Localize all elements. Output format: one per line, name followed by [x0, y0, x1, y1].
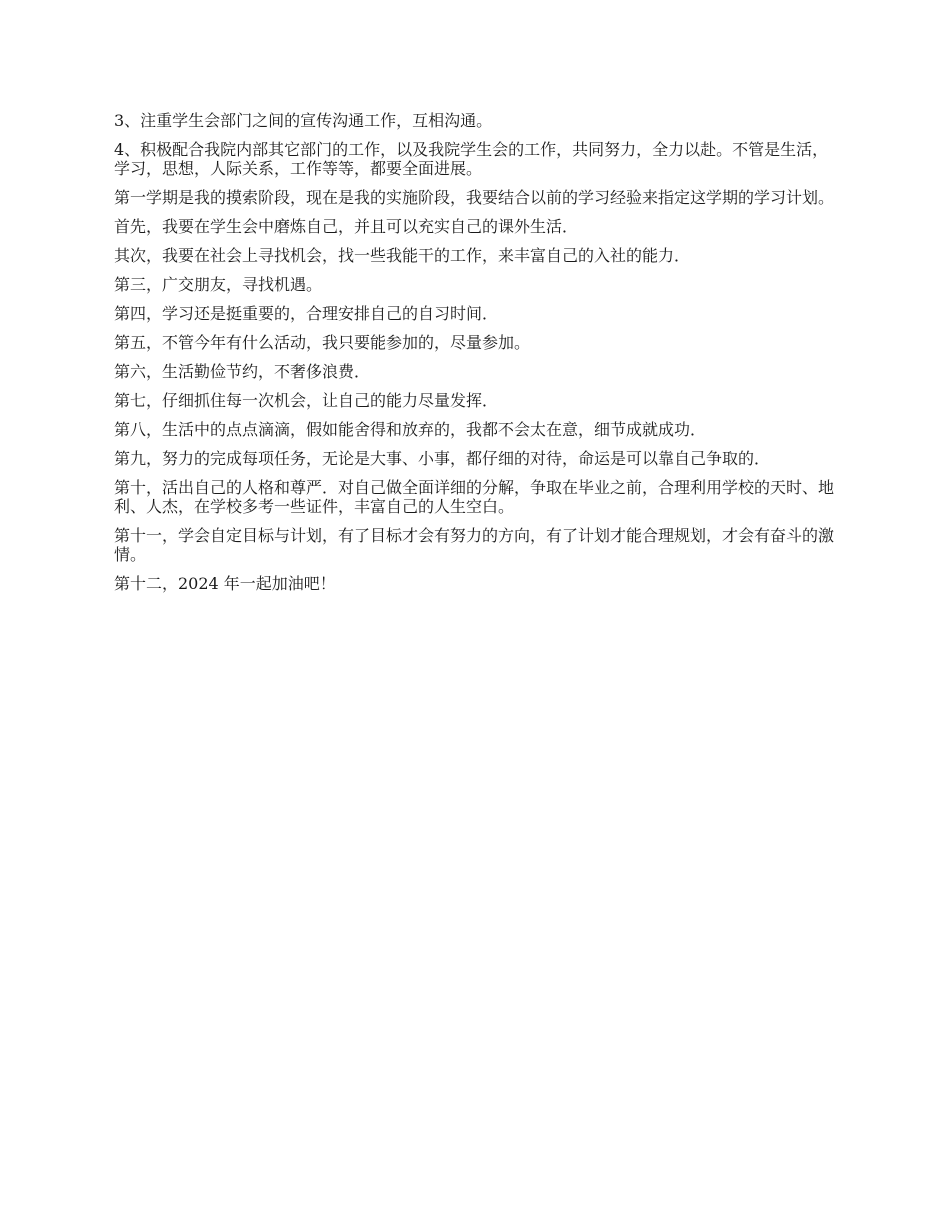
paragraph-second: 其次，我要在社会上寻找机会，找一些我能干的工作，来丰富自己的入社的能力．: [114, 246, 691, 265]
paragraph-fifth: 第五，不管今年有什么活动，我只要能参加的，尽量参加。: [114, 333, 531, 352]
paragraph-item-4: 4、积极配合我院内部其它部门的工作，以及我院学生会的工作，共同努力，全力以赴。不管是生活，学习，思想，人际关系，工作等等，都要全面进展。: [114, 140, 829, 178]
paragraph-twelfth: 第十二，2024 年一起加油吧！: [114, 574, 336, 593]
paragraph-sixth: 第六，生活勤俭节约，不奢侈浪费．: [114, 362, 371, 381]
paragraph-first: 首先，我要在学生会中磨炼自己，并且可以充实自己的课外生活．: [114, 217, 579, 236]
paragraph-ninth: 第九，努力的完成每项任务，无论是大事、小事，都仔细的对待，命运是可以靠自己争取的．: [114, 449, 771, 468]
paragraph-eleventh: 第十一，学会自定目标与计划，有了目标才会有努力的方向，有了计划才能合理规划，才会有奋斗的激情。: [114, 526, 835, 564]
paragraph-fourth: 第四，学习还是挺重要的，合理安排自己的自习时间．: [114, 304, 499, 323]
paragraph-tenth: 第十，活出自己的人格和尊严．对自己做全面详细的分解，争取在毕业之前，合理利用学校的天时、地利、人杰，在学校多考一些证件，丰富自己的人生空白。: [114, 478, 835, 516]
paragraph-eighth: 第八，生活中的点点滴滴，假如能舍得和放弃的，我都不会太在意，细节成就成功．: [114, 420, 707, 439]
paragraph-item-3: 3、注重学生会部门之间的宣传沟通工作，互相沟通。: [114, 111, 493, 130]
paragraph-seventh: 第七，仔细抓住每一次机会，让自己的能力尽量发挥．: [114, 391, 499, 410]
paragraph-semester-plan: 第一学期是我的摸索阶段，现在是我的实施阶段，我要结合以前的学习经验来指定这学期的学习计划。: [114, 188, 835, 207]
paragraph-third: 第三，广交朋友，寻找机遇。: [114, 275, 323, 294]
